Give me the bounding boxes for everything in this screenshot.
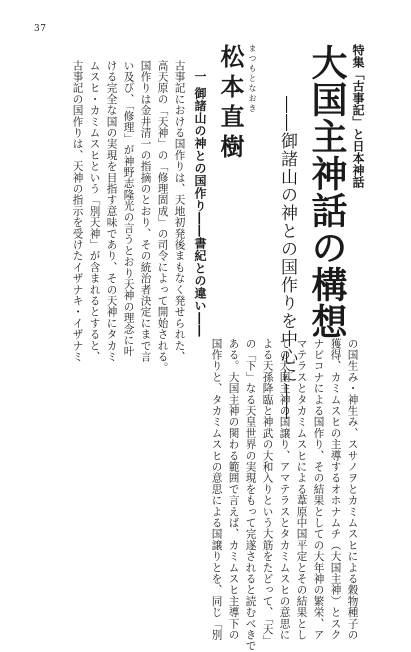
body-line: い及び、「修理」が神野志隆光の言うとおり天神の理念に叶	[122, 60, 135, 358]
body-line: マテラスとタカミムスヒによる葦原中国平定とその結果とし	[295, 338, 308, 641]
body-line: ある。大国主神の関わる範囲で言えば、カミムスヒ主導下の	[227, 338, 240, 641]
body-line: ての大国主神の国譲り、アマテラスとタカミムスヒの意思に	[278, 338, 291, 641]
author-name: 松本直樹	[216, 44, 245, 164]
body-line: ムスヒ・カミムスヒという「別天神」が含まれるとすると、	[88, 60, 101, 363]
body-line: 古事記の国作りは、天神の指示を受けたイザナキ・イザナミ	[71, 60, 84, 363]
body-line: 獲得、カミムスヒの主導するオホナムチ（大国主神）とスク	[329, 338, 342, 641]
page-number: 37	[34, 24, 47, 34]
body-line: 古事記における国作りは、天地初発後まもなく発せられた、	[173, 60, 186, 363]
body-line: の国生み・神生み、スサノヲとカミムスヒによる穀物種子の	[346, 338, 359, 641]
series-label: 特集「古事記」と日本神話	[351, 44, 365, 188]
body-line: の「下」なる天皇世界の実現をもって完遂されると読むべきで	[244, 338, 257, 652]
body-line: よる天孫降臨と神武の大和入りという大筋をたどって、「天」	[261, 338, 274, 647]
section-heading: 一 御諸山の神との国作り――書紀との違い――	[193, 70, 207, 338]
body-line: 国作りと、タカミムスヒの意思による国譲りとを、同じ「別	[210, 338, 223, 641]
article-title: 大国主神話の構想	[306, 44, 348, 340]
body-line: ける完全な国の実現を目指す意味であり、その天神にタカミ	[105, 60, 118, 363]
body-line: ナビコナによる国作り、その結果としての大年神の繁栄、ア	[312, 338, 325, 641]
article-subtitle: ――御諸山の神との国作りを中心に――	[277, 96, 297, 420]
author-ruby: まつもとなおき	[248, 44, 257, 114]
body-line: 高天原の「天神」の「修理固成」の司令によって開始される。	[156, 60, 169, 374]
body-line: 国作りは金井清一の指摘のとおり、その統治者決定にまで言	[139, 60, 152, 363]
